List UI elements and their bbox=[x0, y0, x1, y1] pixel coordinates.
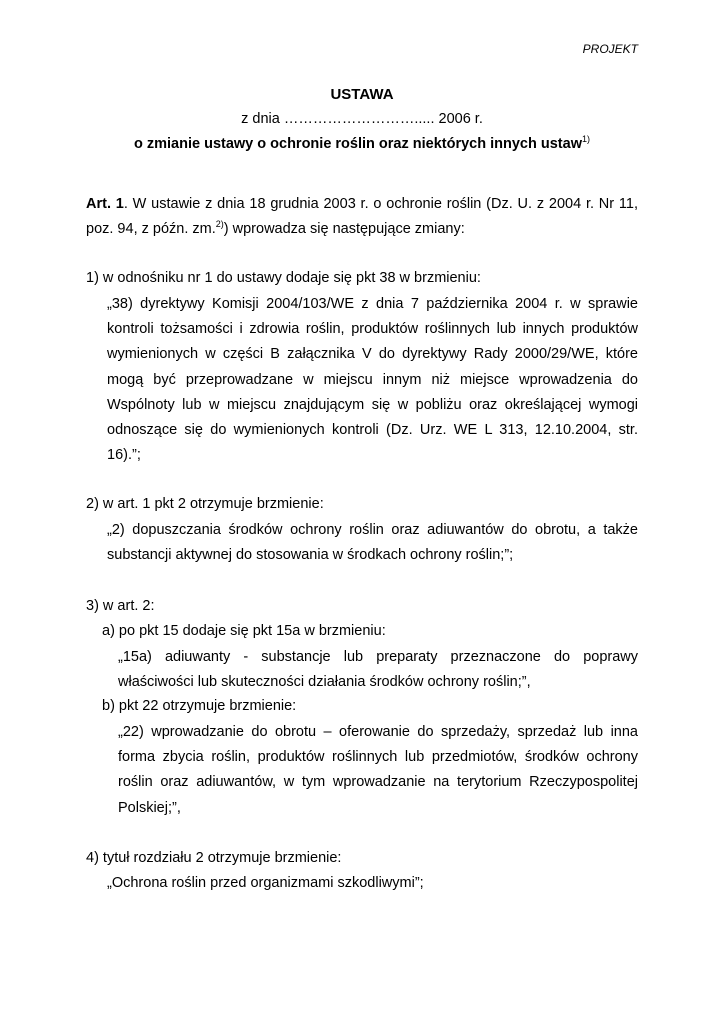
document-subject bbox=[86, 136, 638, 152]
item-1-body: „38) dyrektywy Komisji 2004/103/WE z dnia 7 października 2004 r. w sprawie kontroli tożsamości i zdrowia roślin, produktów roślinnych lub innych produktów wymienionych w części B załącznika V do dyrektywy Rady 2000/29/WE, które mogą być przeprowadzane w miejscu innym niż miejsce wprowadzenia do Wspólnoty lub w miejscu znajdującym się w pobliżu oraz określającej wymogi odnoszące się do wymienionych kontroli (Dz. Urz. WE L 313, 12.10.2004, str. 16).”; bbox=[107, 296, 638, 464]
project-label: PROJEKT bbox=[582, 42, 638, 56]
item-2-body: „2) dopuszczania środków ochrony roślin oraz adiuwantów do obrotu, a także substancji aktywnej do stosowania w środkach ochrony roślin;”; bbox=[107, 522, 638, 564]
article-1-text-a: . W ustawie z dnia 18 grudnia 2003 r. o ochronie roślin (Dz. U. z 2004 r. Nr 11, poz. 94, z późn. zm. bbox=[86, 196, 638, 237]
item-3a-body: „15a) adiuwanty - substancje lub preparaty przeznaczone do poprawy właściwości lub skuteczności działania środków ochrony roślin;”, bbox=[118, 649, 638, 691]
item-4-lead: 4) tytuł rozdziału 2 otrzymuje brzmienie: bbox=[86, 850, 342, 866]
subject-footnote: 1) bbox=[581, 134, 590, 145]
item-3b-lead: b) pkt 22 otrzymuje brzmienie: bbox=[102, 698, 297, 714]
document-title: USTAWA bbox=[330, 86, 394, 103]
article-1-footnote: 2) bbox=[215, 219, 224, 230]
item-2-lead: 2) w art. 1 pkt 2 otrzymuje brzmienie: bbox=[86, 496, 324, 512]
article-1-text-b: ) wprowadza się następujące zmiany: bbox=[223, 221, 465, 237]
document-date: z dnia ………………………..... 2006 r. bbox=[241, 111, 483, 127]
article-1 bbox=[86, 192, 638, 242]
item-3-lead: 3) w art. 2: bbox=[86, 598, 155, 614]
article-1-label: Art. 1 bbox=[86, 196, 124, 212]
item-1-lead: 1) w odnośniku nr 1 do ustawy dodaje się pkt 38 w brzmieniu: bbox=[86, 270, 481, 286]
item-3a-lead: a) po pkt 15 dodaje się pkt 15a w brzmieniu: bbox=[102, 623, 386, 639]
item-3b-body: „22) wprowadzanie do obrotu – oferowanie do sprzedaży, sprzedaż lub inna forma zbycia roślin, produktów roślinnych lub przedmiotów, środków ochrony roślin oraz adiuwantów, w tym wprowadzanie na terytorium Rzeczypospolitej Polskiej;”, bbox=[118, 724, 638, 816]
item-4-body: „Ochrona roślin przed organizmami szkodliwymi”; bbox=[107, 875, 424, 891]
subject-text: o zmianie ustawy o ochronie roślin oraz niektórych innych ustaw bbox=[133, 136, 582, 152]
